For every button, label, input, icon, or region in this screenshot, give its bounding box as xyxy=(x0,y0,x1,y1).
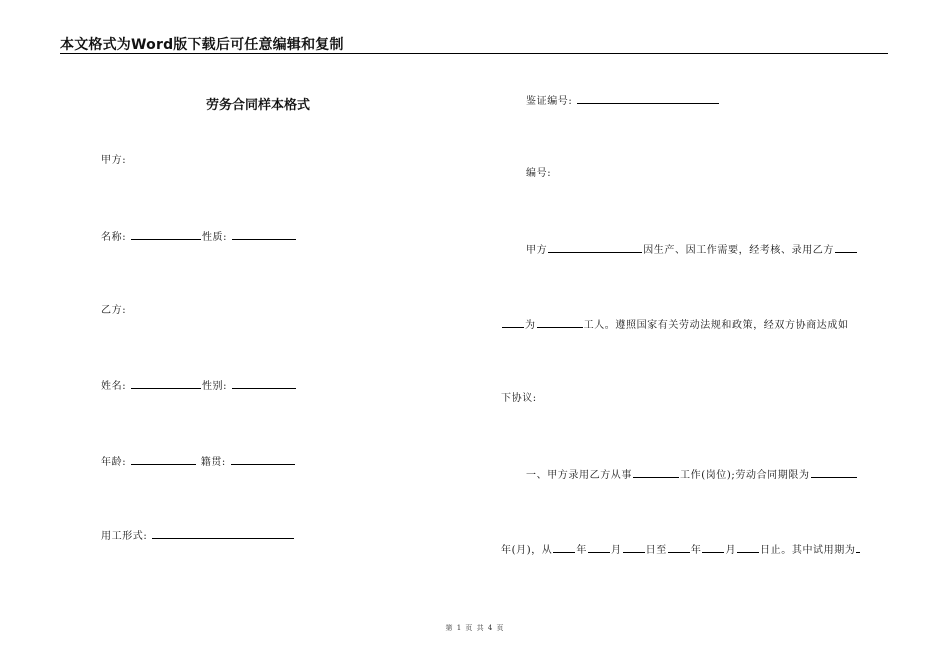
start-day-blank[interactable] xyxy=(623,543,645,553)
paragraph-line-1 xyxy=(526,243,858,257)
page-number: 第 1 页 共 4 页 xyxy=(445,624,505,632)
verification-no-row xyxy=(526,94,720,108)
employment-form-row xyxy=(101,529,295,543)
p5-to: 日至 xyxy=(645,545,667,556)
paragraph-line-4 xyxy=(526,468,858,482)
p4-text-a: 一、甲方录用乙方从事 xyxy=(526,470,632,481)
p1-text-b: 因生产、因工作需要，经考核、录用乙方 xyxy=(643,245,835,256)
p4-text-b: 工作(岗位);劳动合同期限为 xyxy=(680,470,810,481)
employment-form-label: 用工形式: xyxy=(101,531,148,542)
end-day-blank[interactable] xyxy=(737,543,759,553)
header-divider xyxy=(60,53,888,54)
p5-year-1: 年 xyxy=(576,545,588,556)
person-name-blank[interactable] xyxy=(131,379,201,389)
p5-month-1: 月 xyxy=(611,545,622,556)
party-a-label: 甲方: xyxy=(101,155,127,166)
gender-label: 性别: xyxy=(201,381,228,392)
native-place-blank[interactable] xyxy=(231,455,295,465)
end-month-blank[interactable] xyxy=(702,543,724,553)
native-place-label: 籍贯: xyxy=(200,457,226,468)
age-blank[interactable] xyxy=(131,455,196,465)
p5-text-a: 年(月)，从 xyxy=(501,545,553,556)
age-native-row xyxy=(101,455,296,469)
position-blank[interactable] xyxy=(502,318,524,328)
name-label: 名称: xyxy=(101,232,127,243)
number-label: 编号: xyxy=(526,168,552,179)
person-name-label: 姓名: xyxy=(101,381,127,392)
header-title: 本文格式为Word版下载后可任意编辑和复制 xyxy=(60,37,344,53)
name-gender-row xyxy=(101,379,297,393)
document-title: 劳务合同样本格式 xyxy=(206,98,311,113)
p5-text-end: 日止。其中试用期为 xyxy=(760,545,856,556)
p5-month-2: 月 xyxy=(725,545,737,556)
party-a-blank[interactable] xyxy=(548,243,642,253)
p1-text-a: 甲方 xyxy=(526,245,548,256)
probation-blank[interactable] xyxy=(856,543,860,553)
nature-label: 性质: xyxy=(201,232,228,243)
paragraph-line-3: 下协议: xyxy=(501,393,537,404)
employment-form-blank[interactable] xyxy=(152,529,294,539)
age-label: 年龄: xyxy=(101,457,127,468)
worker-type-blank[interactable] xyxy=(537,318,583,328)
name-nature-row xyxy=(101,230,297,244)
p5-year-2: 年 xyxy=(690,545,702,556)
start-year-blank[interactable] xyxy=(553,543,575,553)
paragraph-line-5 xyxy=(501,543,861,557)
p2-text-b: 工人。遵照国家有关劳动法规和政策，经双方协商达成如 xyxy=(583,320,849,331)
term-blank[interactable] xyxy=(811,468,857,478)
name-blank[interactable] xyxy=(131,230,201,240)
party-b-label: 乙方: xyxy=(101,305,127,316)
job-blank[interactable] xyxy=(633,468,679,478)
p2-text-a: 为 xyxy=(525,320,536,331)
gender-blank[interactable] xyxy=(232,379,296,389)
nature-blank[interactable] xyxy=(232,230,296,240)
hire-blank[interactable] xyxy=(835,243,857,253)
paragraph-line-2 xyxy=(501,318,849,332)
verification-no-blank[interactable] xyxy=(577,94,719,104)
verification-no-label: 鉴证编号: xyxy=(526,96,573,107)
start-month-blank[interactable] xyxy=(588,543,610,553)
end-year-blank[interactable] xyxy=(668,543,690,553)
